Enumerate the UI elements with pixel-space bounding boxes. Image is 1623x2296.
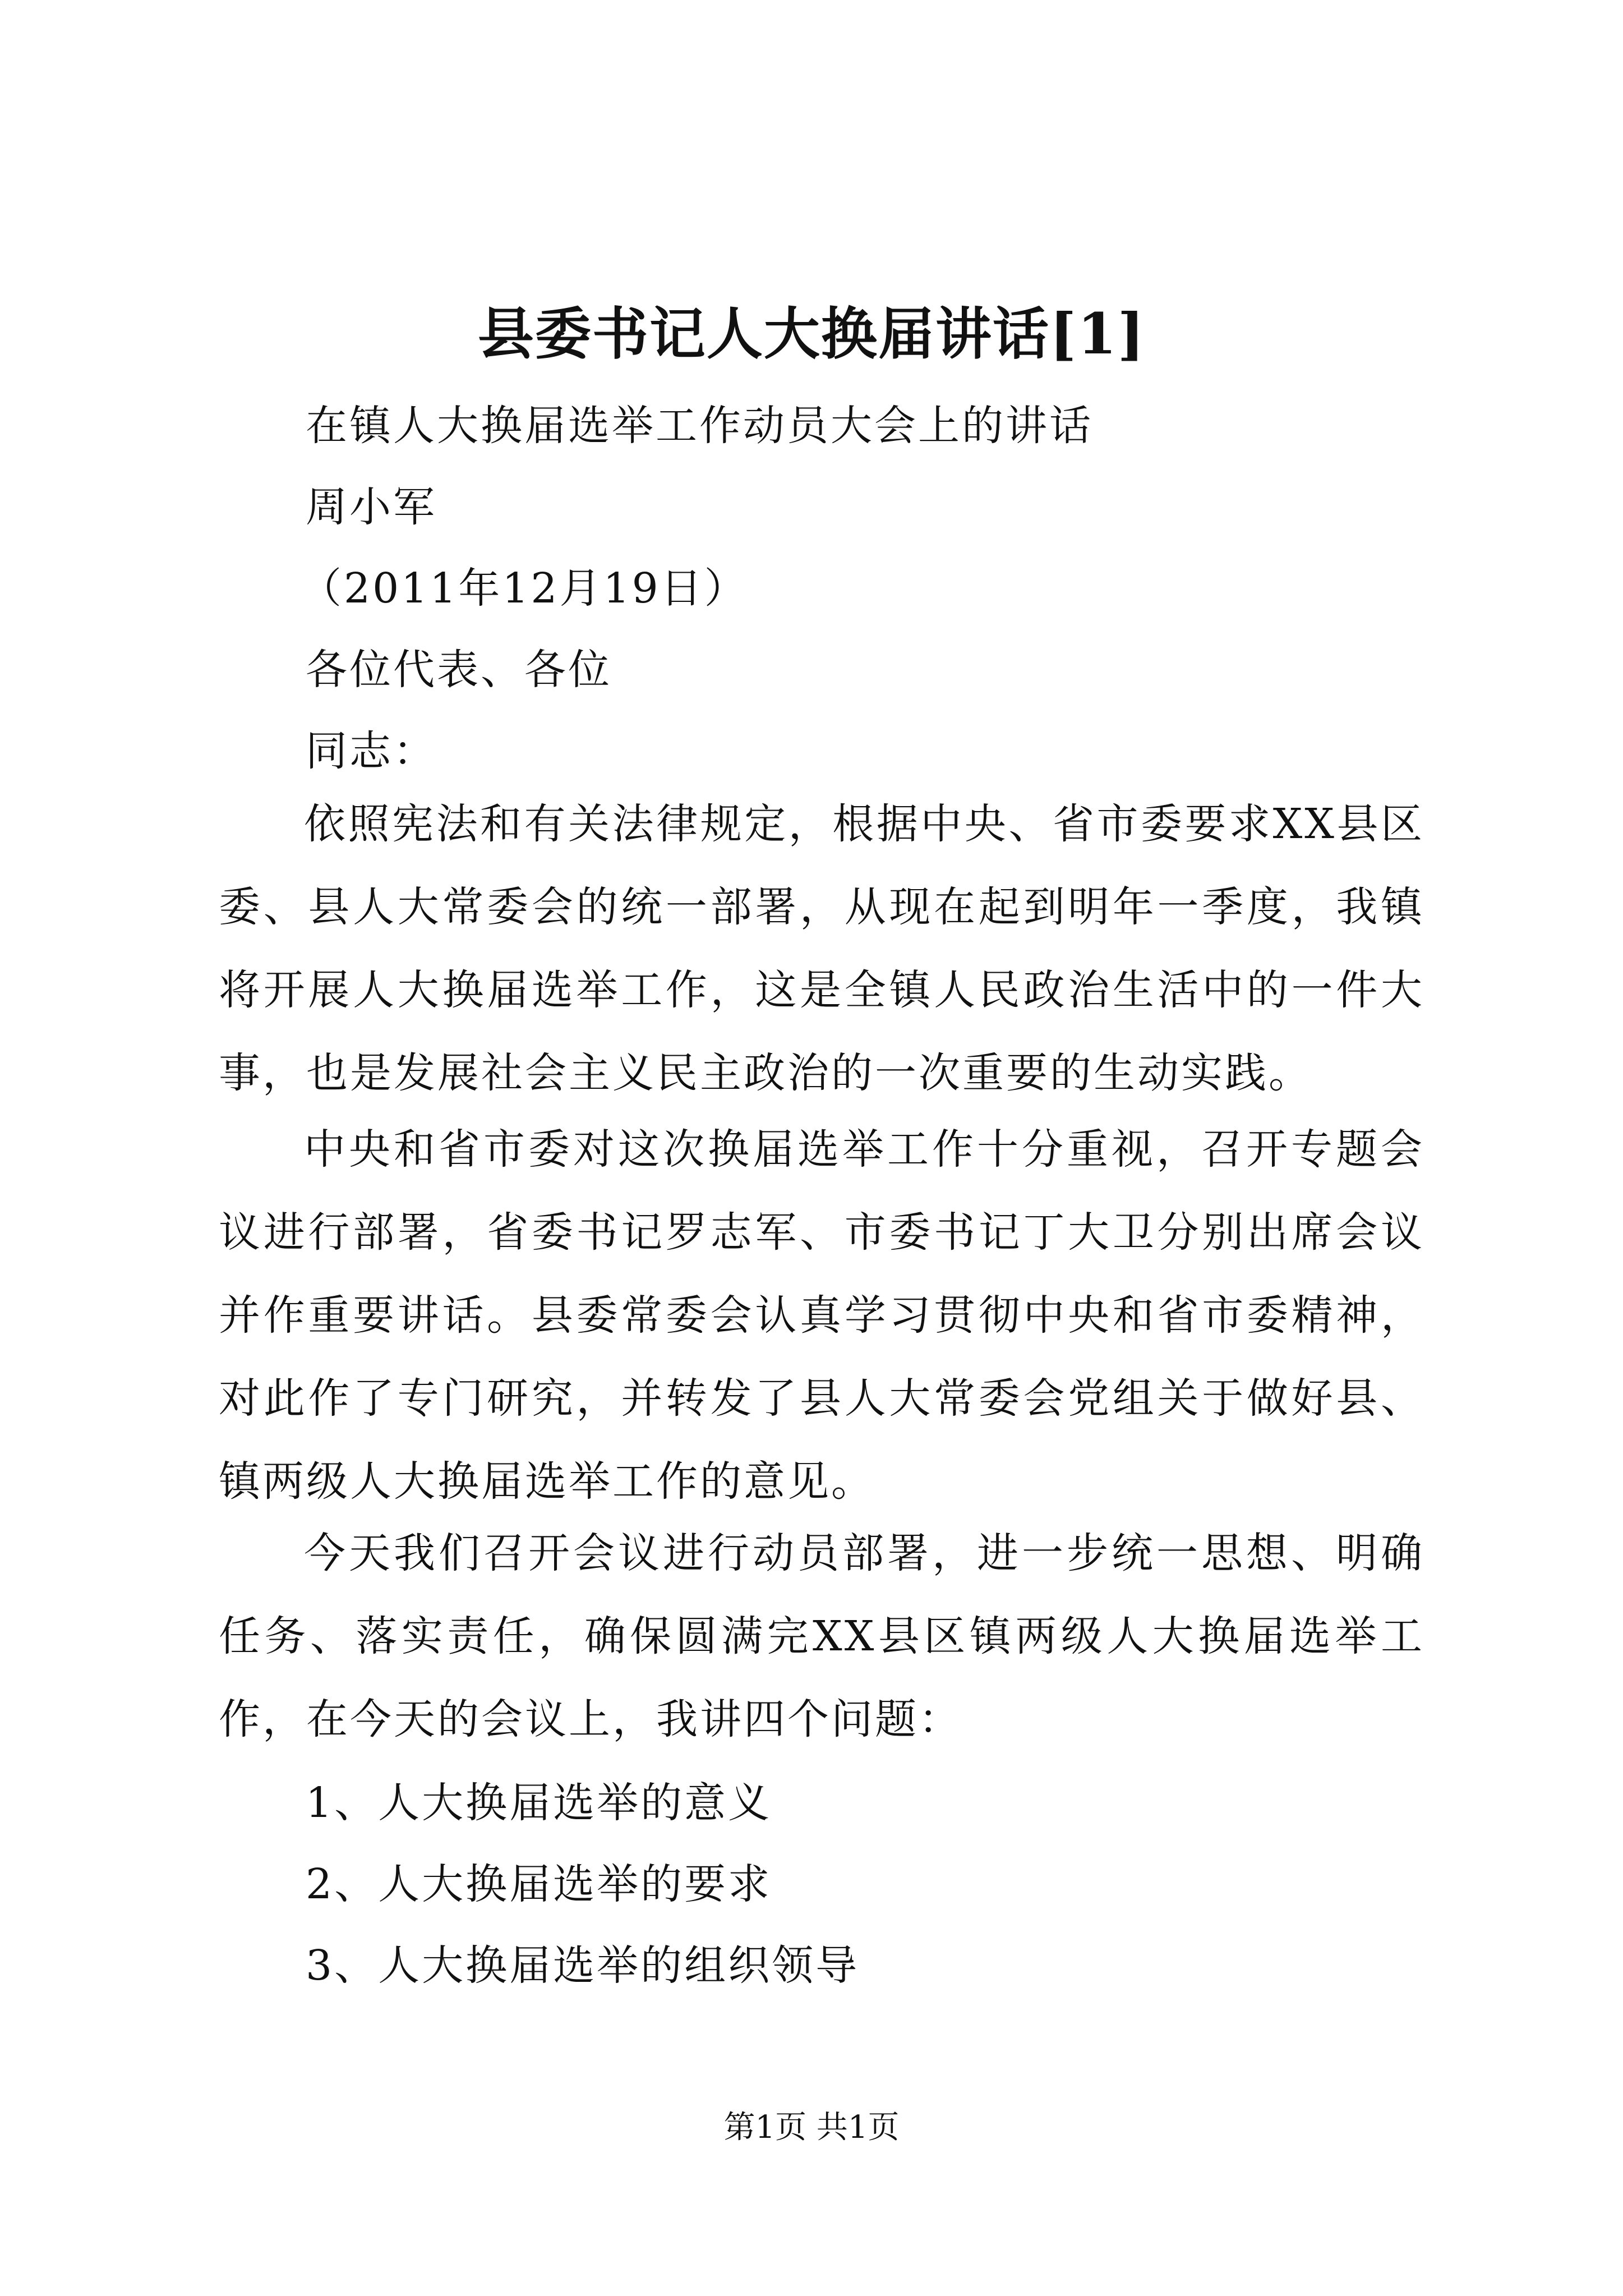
list-item: 3、人大换届选举的组织领导 [306,1941,860,1990]
salutation-line-1: 各位代表、各位 [306,646,612,694]
speech-subtitle: 在镇人大换届选举工作动员大会上的讲话 [306,402,1093,450]
body-paragraph: 中央和省市委对这次换届选举工作十分重视，召开专题会议进行部署，省委书记罗志军、市委书记丁大卫分别出席会议并作重要讲话。县委常委会认真学习贯彻中央和省市委精神，对此作了专门研究，并转发了县人大常委会党组关于做好县、镇两级人大换届选举工作的意见。 [219,1125,1424,1506]
salutation-line-2: 同志： [306,727,437,775]
body-paragraph: 今天我们召开会议进行动员部署，进一步统一思想、明确任务、落实责任，确保圆满完XX县区镇两级人大换届选举工作，在今天的会议上，我讲四个问题： [219,1529,1424,1743]
page-number-footer: 第1页 共1页 [723,2109,900,2146]
body-paragraph: 依照宪法和有关法律规定，根据中央、省市委要求XX县区委、县人大常委会的统一部署，从现在起到明年一季度，我镇将开展人大换届选举工作，这是全镇人民政治生活中的一件大事，也是发展社会主义民主政治的一次重要的生动实践。 [219,800,1424,1097]
list-item: 1、人大换届选举的意义 [306,1779,772,1827]
speaker-name: 周小军 [306,483,437,531]
speech-date: （2011年12月19日） [300,564,748,613]
list-item: 2、人大换届选举的要求 [306,1860,772,1908]
document-title: 县委书记人大换届讲话[1] [477,301,1146,367]
